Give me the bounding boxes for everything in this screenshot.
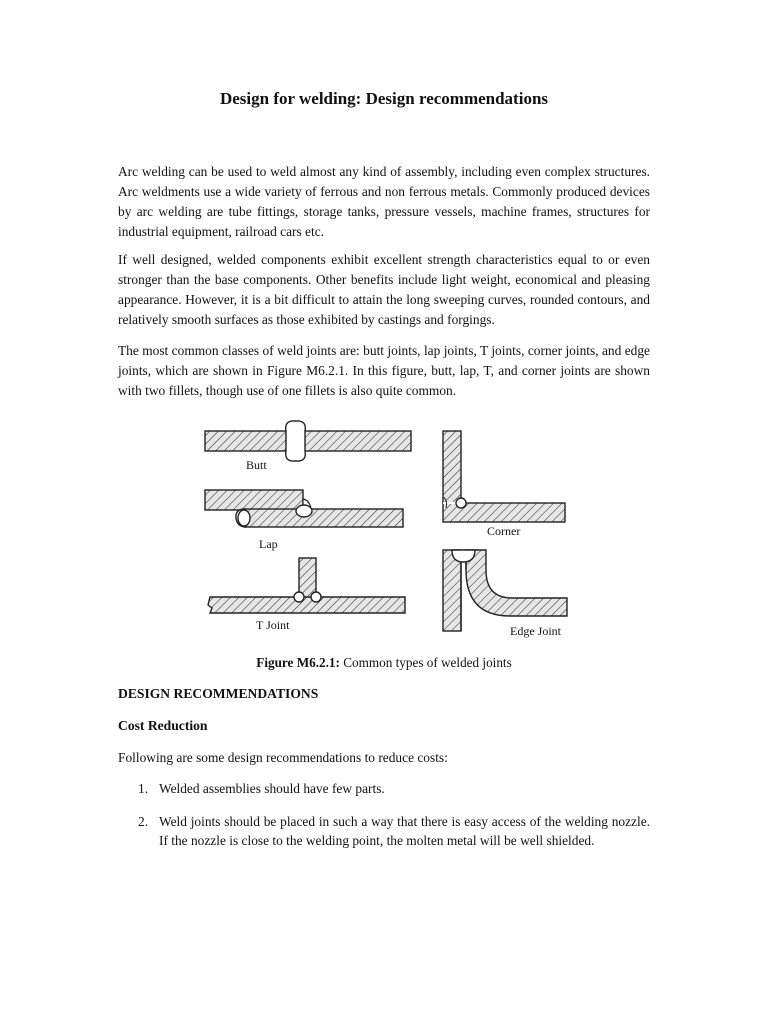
page-title: Design for welding: Design recommendations xyxy=(219,89,549,108)
lap-label: Lap xyxy=(259,537,278,551)
section-heading: DESIGN RECOMMENDATIONS xyxy=(118,686,319,701)
butt-joint-drawing xyxy=(205,421,411,461)
edge-joint-drawing xyxy=(443,550,567,631)
paragraph-benefits: If well designed, welded components exhibit excellent strength characteristics equal to or even stronger than the base components. Other benefits include light weight, economical and pleasing appearance. However, it is a bit difficult to attain the long sweeping curves, rounded contours, and relatively smooth surfaces as those exhibited by castings and forgings. xyxy=(118,252,650,327)
welded-joints-figure xyxy=(0,420,768,650)
list-item-text: Welded assemblies should have few parts. xyxy=(159,781,385,796)
corner-label: Corner xyxy=(487,524,521,538)
subheading-cost-reduction: Cost Reduction xyxy=(118,718,208,733)
paragraph-arc-welding: Arc welding can be used to weld almost any kind of assembly, including even complex structures. Arc weldments use a wide variety of ferrous and non ferrous metals. Commonly produced devices by arc welding are tube fittings, storage tanks, pressure vessels, machine frames, structures for industrial equipment, railroad cars etc. xyxy=(118,164,650,239)
corner-joint-drawing xyxy=(443,431,565,522)
list-item-number: 2. xyxy=(138,814,149,829)
list-item-text: Weld joints should be placed in such a way that there is easy access of the welding nozzle. If the nozzle is close to the welding point, the molten metal will be well shielded. xyxy=(159,814,650,848)
figure-caption xyxy=(0,655,768,671)
paragraph-joint-classes: The most common classes of weld joints are: butt joints, lap joints, T joints, corner joints, and edge joints, which are shown in Figure M6.2.1. In this figure, butt, lap, T, and corner joints are shown with two fillets, though use of one fillets is also quite common. xyxy=(118,343,650,398)
butt-label: Butt xyxy=(246,458,267,472)
welded-joints-diagram xyxy=(0,420,768,650)
figure-caption-text: Common types of welded joints xyxy=(339,655,512,670)
list-item-number: 1. xyxy=(138,781,149,796)
edge-joint-label: Edge Joint xyxy=(510,624,561,638)
t-joint-drawing xyxy=(208,558,405,613)
lap-joint-drawing xyxy=(205,490,403,527)
figure-caption-label: Figure M6.2.1: xyxy=(256,655,340,670)
paragraph-intro: Following are some design recommendations to reduce costs: xyxy=(118,750,448,765)
t-joint-label: T Joint xyxy=(256,618,290,632)
